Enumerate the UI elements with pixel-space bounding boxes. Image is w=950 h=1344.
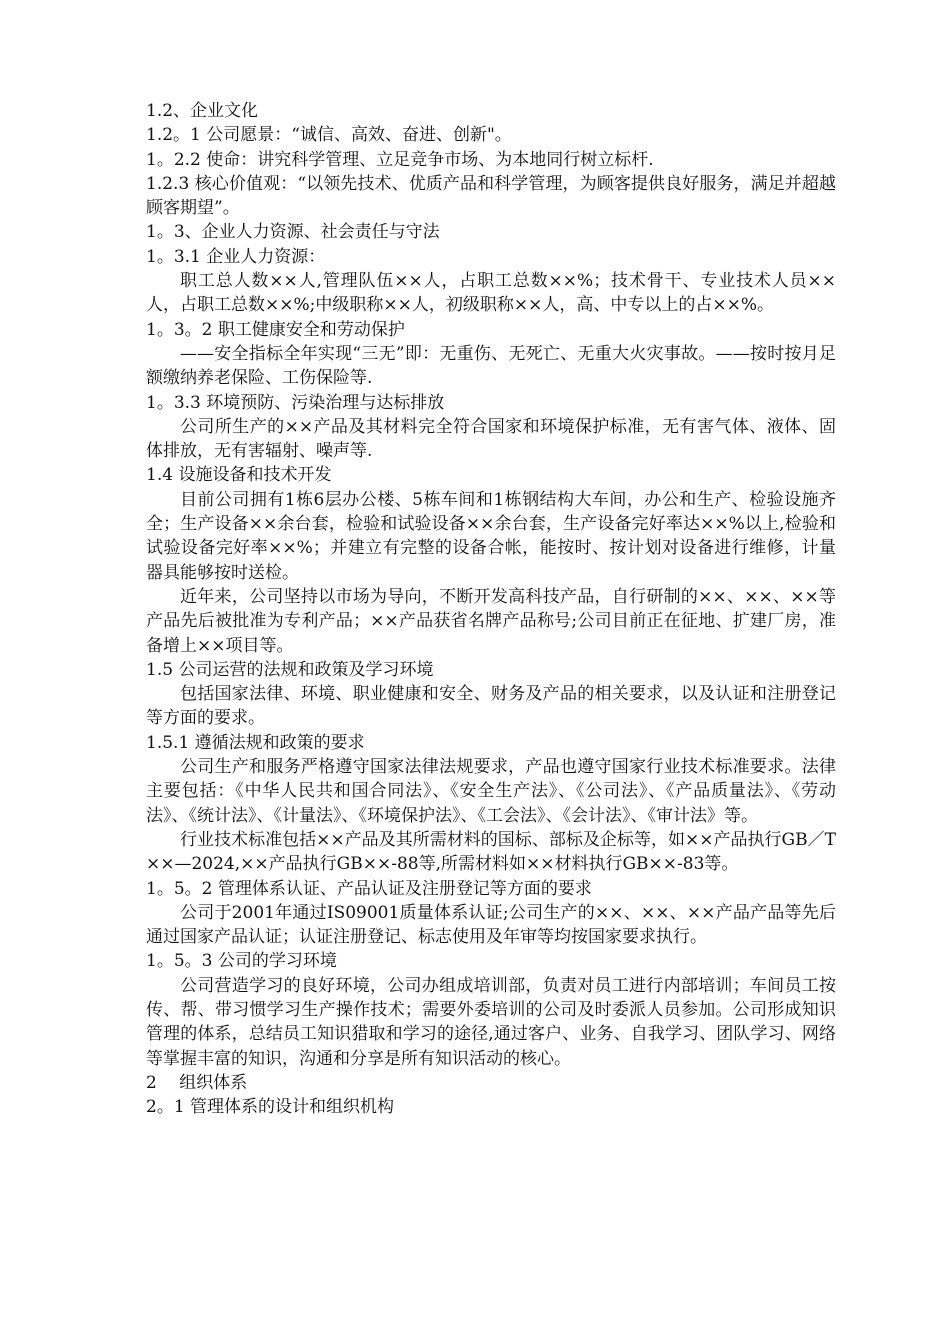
section-heading-1-5: 1.5 公司运营的法规和政策及学习环境: [146, 659, 434, 680]
body-paragraph-regulations: 包括国家法律、环境、职业健康和安全、财务及产品的相关要求，以及认证和注册登记等方面的要求。: [146, 684, 836, 729]
body-paragraph-standards: 行业技术标准包括××产品及其所需材料的国标、部标及企标等，如××产品执行GB／T××—2024,××产品执行GB××-88等,所需材料如××材料执行GB××-83等。: [146, 829, 836, 875]
section-heading-1-2-2: 1。2.2 使命：讲究科学管理、立足竞争市场、为本地同行树立标杆.: [146, 149, 654, 170]
body-paragraph-learning: 公司营造学习的良好环境，公司办组成培训部，负责对员工进行内部培训；车间员工按传、帮、带习惯学习生产操作技术；需要外委培训的公司及时委派人员参加。公司形成知识管理的体系，总结员工知识猎取和学习的途径,通过客户、业务、自我学习、团队学习、网络等掌握丰富的知识，沟通和分享是所有知识活动的核心。: [146, 975, 836, 1069]
document-body: [146, 99, 836, 1119]
section-heading-2: 2 组织体系: [146, 1072, 248, 1093]
section-heading-1-4: 1.4 设施设备和技术开发: [146, 465, 332, 486]
body-paragraph-environment: 公司所生产的××产品及其材料完全符合国家和环境保护标准，无有害气体、液体、固体排放，无有害辐射、噪声等.: [146, 416, 836, 462]
section-heading-1-3-2: 1。3。2 职工健康安全和劳动保护: [146, 319, 405, 340]
body-paragraph-hr: 职工总人数××人,管理队伍××人，占职工总数××%；技术骨干、专业技术人员××人，占职工总数××%;中级职称××人，初级职称××人，高、中专以上的占××%。: [146, 271, 836, 316]
section-heading-1-3-3: 1。3.3 环境预防、污染治理与达标排放: [146, 392, 445, 413]
body-paragraph-certification: 公司于2001年通过IS09001质量体系认证;公司生产的××、××、××产品产品等先后通过国家产品认证；认证注册登记、标志使用及年审等均按国家要求执行。: [146, 902, 836, 948]
section-heading-1-3: 1。3、企业人力资源、社会责任与守法: [146, 222, 440, 243]
section-heading-1-5-2: 1。5。2 管理体系认证、产品认证及注册登记等方面的要求: [146, 878, 592, 899]
body-paragraph-rnd: 近年来，公司坚持以市场为导向，不断开发高科技产品，自行研制的××、××、××等产品先后被批准为专利产品；××产品获省名牌产品称号;公司目前正在征地、扩建厂房，准备增上××项目等。: [146, 586, 836, 656]
section-heading-1-3-1: 1。3.1 企业人力资源：: [146, 246, 326, 267]
body-paragraph-laws: 公司生产和服务严格遵守国家法律法规要求，产品也遵守国家行业技术标准要求。法律主要包括：《中华人民共和国合同法》、《安全生产法》、《公司法》、《产品质量法》、《劳动法》、《统计法》、《计量法》、《环境保护法》、《工会法》、《会计法》、《审计法》等。: [146, 757, 836, 826]
section-heading-1-2: 1.2、企业文化: [146, 101, 259, 121]
section-heading-2-1: 2。1 管理体系的设计和组织机构: [146, 1097, 395, 1118]
body-paragraph-facilities: 目前公司拥有1栋6层办公楼、5栋车间和1栋钢结构大车间，办公和生产、检验设施齐全；生产设备××余台套，检验和试验设备××余台套，生产设备完好率达××%以上,检验和试验设备完好率××%；并建立有完整的设备合帐，能按时、按计划对设备进行维修，计量器具能够按时送检。: [146, 489, 836, 583]
section-heading-1-2-1: 1.2。1 公司愿景：“诚信、高效、奋进、创新"。: [146, 125, 512, 146]
body-paragraph-safety: ——安全指标全年实现“三无”即：无重伤、无死亡、无重大火灾事故。——按时按月足额缴纳养老保险、工伤保险等.: [146, 343, 836, 389]
section-heading-1-2-3: 1.2.3 核心价值观：“以领先技术、优质产品和科学管理，为顾客提供良好服务，满足并超越顾客期望”。: [146, 173, 836, 219]
section-heading-1-5-1: 1.5.1 遵循法规和政策的要求: [146, 732, 365, 753]
section-heading-1-5-3: 1。5。3 公司的学习环境: [146, 951, 337, 972]
